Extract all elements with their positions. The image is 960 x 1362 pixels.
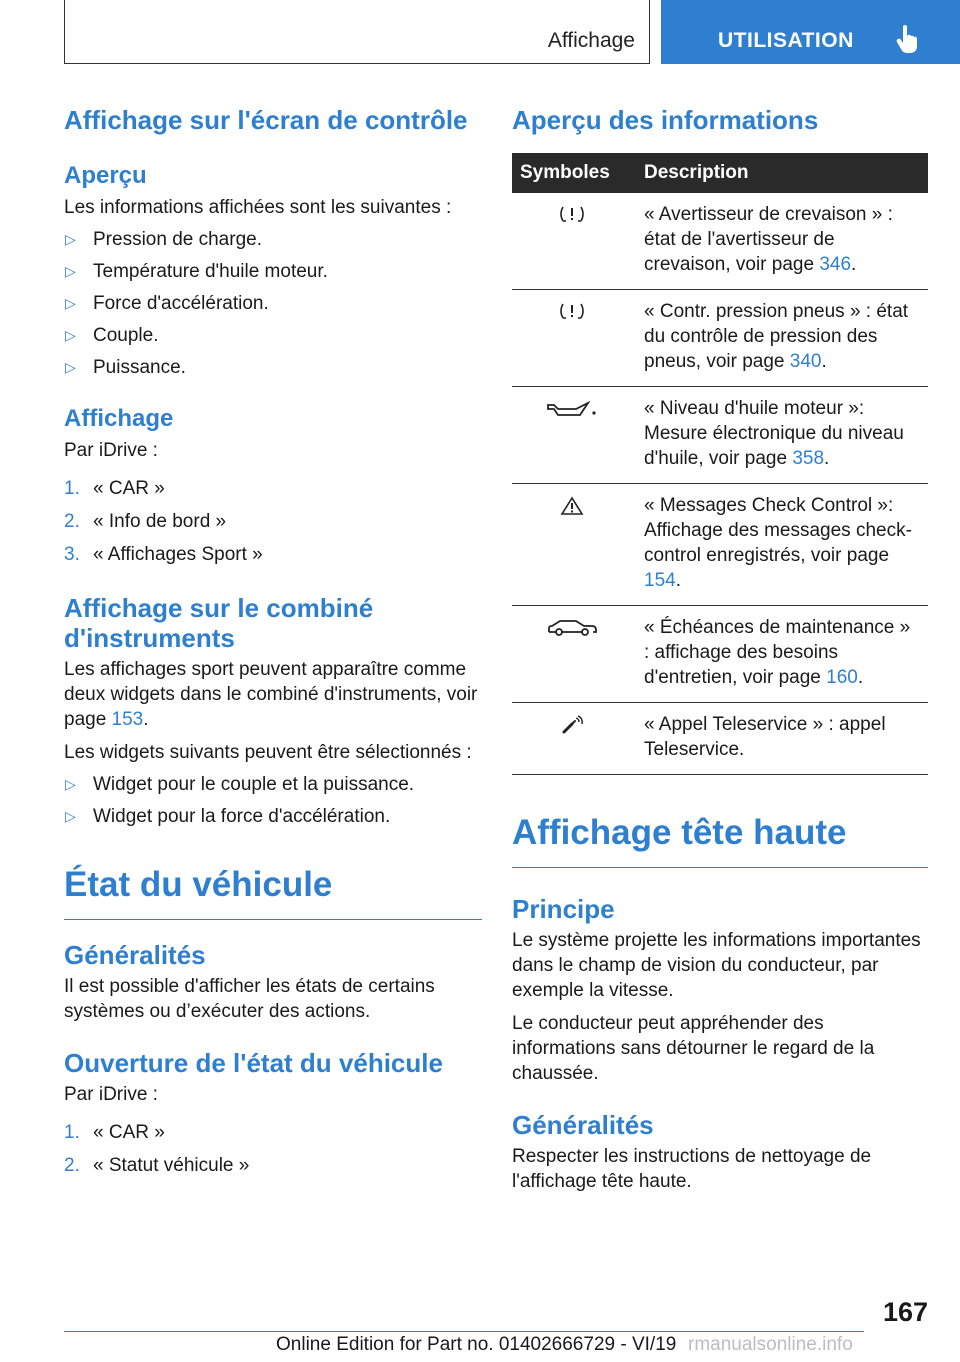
column-header-symboles: Symboles (512, 153, 632, 193)
chapter-tab[interactable] (661, 0, 960, 64)
triangle-bullet-icon: ▷ (65, 231, 76, 247)
table-header-row (512, 153, 928, 193)
list-item: ▷ Couple. (65, 325, 159, 346)
running-header-box (64, 0, 650, 64)
section-title: Affichage (547, 29, 635, 52)
ouverture-intro: Par iDrive : (64, 1084, 158, 1105)
oil-can-icon (546, 399, 598, 419)
footer-divider (64, 1331, 864, 1332)
subheading-apercu: Aperçu (64, 162, 147, 189)
page-number: 167 (882, 1297, 928, 1327)
page-link[interactable]: 154 (644, 570, 676, 591)
combine-list (64, 772, 482, 829)
list-item: ▷ Widget pour la force d'accélération. (65, 806, 391, 827)
warning-triangle-icon (560, 496, 584, 516)
subheading-principe: Principe (512, 894, 615, 924)
section-heading-ecran-controle: Affichage sur l'écran de contrôle (64, 105, 468, 135)
chapter-heading-etat: État du véhicule (64, 865, 482, 920)
chapter-tab-label: UTILISATION (718, 29, 854, 52)
subheading-generalites-hud: Généralités (512, 1110, 654, 1140)
symbols-table (512, 153, 928, 775)
ouverture-steps (64, 1120, 482, 1178)
watermark: rmanualsonline.info (688, 1334, 853, 1355)
subheading-ouverture: Ouverture de l'état du véhicule (64, 1048, 443, 1078)
triangle-bullet-icon: ▷ (65, 327, 76, 343)
tire-pressure-icon (559, 302, 585, 322)
section-heading-combine: Affichage sur le combiné d'instruments (64, 593, 374, 653)
triangle-bullet-icon: ▷ (65, 295, 76, 311)
page-link[interactable]: 160 (826, 667, 858, 688)
principe-para2: Le conducteur peut appréhender des informations sans détourner le regard de la chaussée. (512, 1013, 875, 1084)
list-item: ▷ Force d'accélération. (65, 293, 269, 314)
step-item: 2. « Statut véhicule » (64, 1155, 250, 1176)
list-item: ▷ Widget pour le couple et la puissance. (65, 774, 415, 795)
generalites-text: Il est possible d'afficher les états de certains systèmes ou d’exécuter des actions. (64, 976, 435, 1022)
edition-text: Online Edition for Part no. 01402666729 - VI/19 (276, 1334, 677, 1355)
generalites-hud-text: Respecter les instructions de nettoyage de l'affichage tête haute. (512, 1146, 872, 1192)
triangle-bullet-icon: ▷ (65, 263, 76, 279)
triangle-bullet-icon: ▷ (65, 808, 76, 824)
step-item: 1. « CAR » (64, 478, 165, 499)
left-column (64, 100, 482, 1178)
car-service-icon (547, 618, 597, 638)
tire-warning-icon (559, 205, 585, 225)
table-row: « Niveau d'huile moteur »: Mesure électronique du niveau d'huile, voir page 358. (512, 387, 928, 484)
page-link[interactable]: 340 (789, 351, 822, 372)
list-item: ▷ Température d'huile moteur. (65, 261, 328, 282)
section-heading-apercu-informations: Aperçu des informations (512, 105, 819, 135)
table-row: « Contr. pression pneus » : état du contrôle de pression des pneus, voir page 340. (512, 290, 928, 387)
list-item: ▷ Puissance. (65, 357, 186, 378)
pointing-hand-icon (895, 24, 921, 54)
chapter-heading-hud: Affichage tête haute (512, 813, 928, 868)
combine-para1: Les affichages sport peuvent apparaître comme deux widgets dans le combiné d'instruments, voir page 153. (64, 659, 478, 730)
triangle-bullet-icon: ▷ (65, 359, 76, 375)
subheading-affichage: Affichage (64, 405, 174, 432)
step-item: 3. « Affichages Sport » (64, 544, 263, 565)
principe-para1: Le système projette les informations importantes dans le champ de vision du conducteur, par exemple la vitesse. (512, 930, 921, 1001)
page-link[interactable]: 153 (111, 709, 144, 730)
step-item: 1. « CAR » (64, 1122, 165, 1143)
column-header-description: Description (632, 153, 928, 193)
affichage-intro: Par iDrive : (64, 440, 158, 461)
table-row: « Appel Teleservice » : appel Teleservice. (512, 703, 928, 775)
teleservice-icon (560, 715, 584, 735)
step-item: 2. « Info de bord » (64, 511, 227, 532)
right-column (512, 100, 928, 1194)
page-link[interactable]: 358 (792, 448, 825, 469)
combine-para2: Les widgets suivants peuvent être sélectionnés : (64, 742, 472, 763)
apercu-list (64, 227, 482, 380)
triangle-bullet-icon: ▷ (65, 776, 76, 792)
affichage-steps (64, 476, 482, 567)
table-row: « Avertisseur de crevaison » : état de l'avertisseur de crevaison, voir page 346. (512, 193, 928, 290)
list-item: ▷ Pression de charge. (65, 229, 262, 250)
table-row: « Échéances de maintenance » : affichage des besoins d'entretien, voir page 160. (512, 606, 928, 703)
table-row: « Messages Check Control »: Affichage des messages check-control enregistrés, voir page 154. (512, 484, 928, 606)
apercu-intro: Les informations affichées sont les suivantes : (64, 197, 452, 218)
subheading-generalites: Généralités (64, 940, 206, 970)
page-link[interactable]: 346 (819, 254, 852, 275)
